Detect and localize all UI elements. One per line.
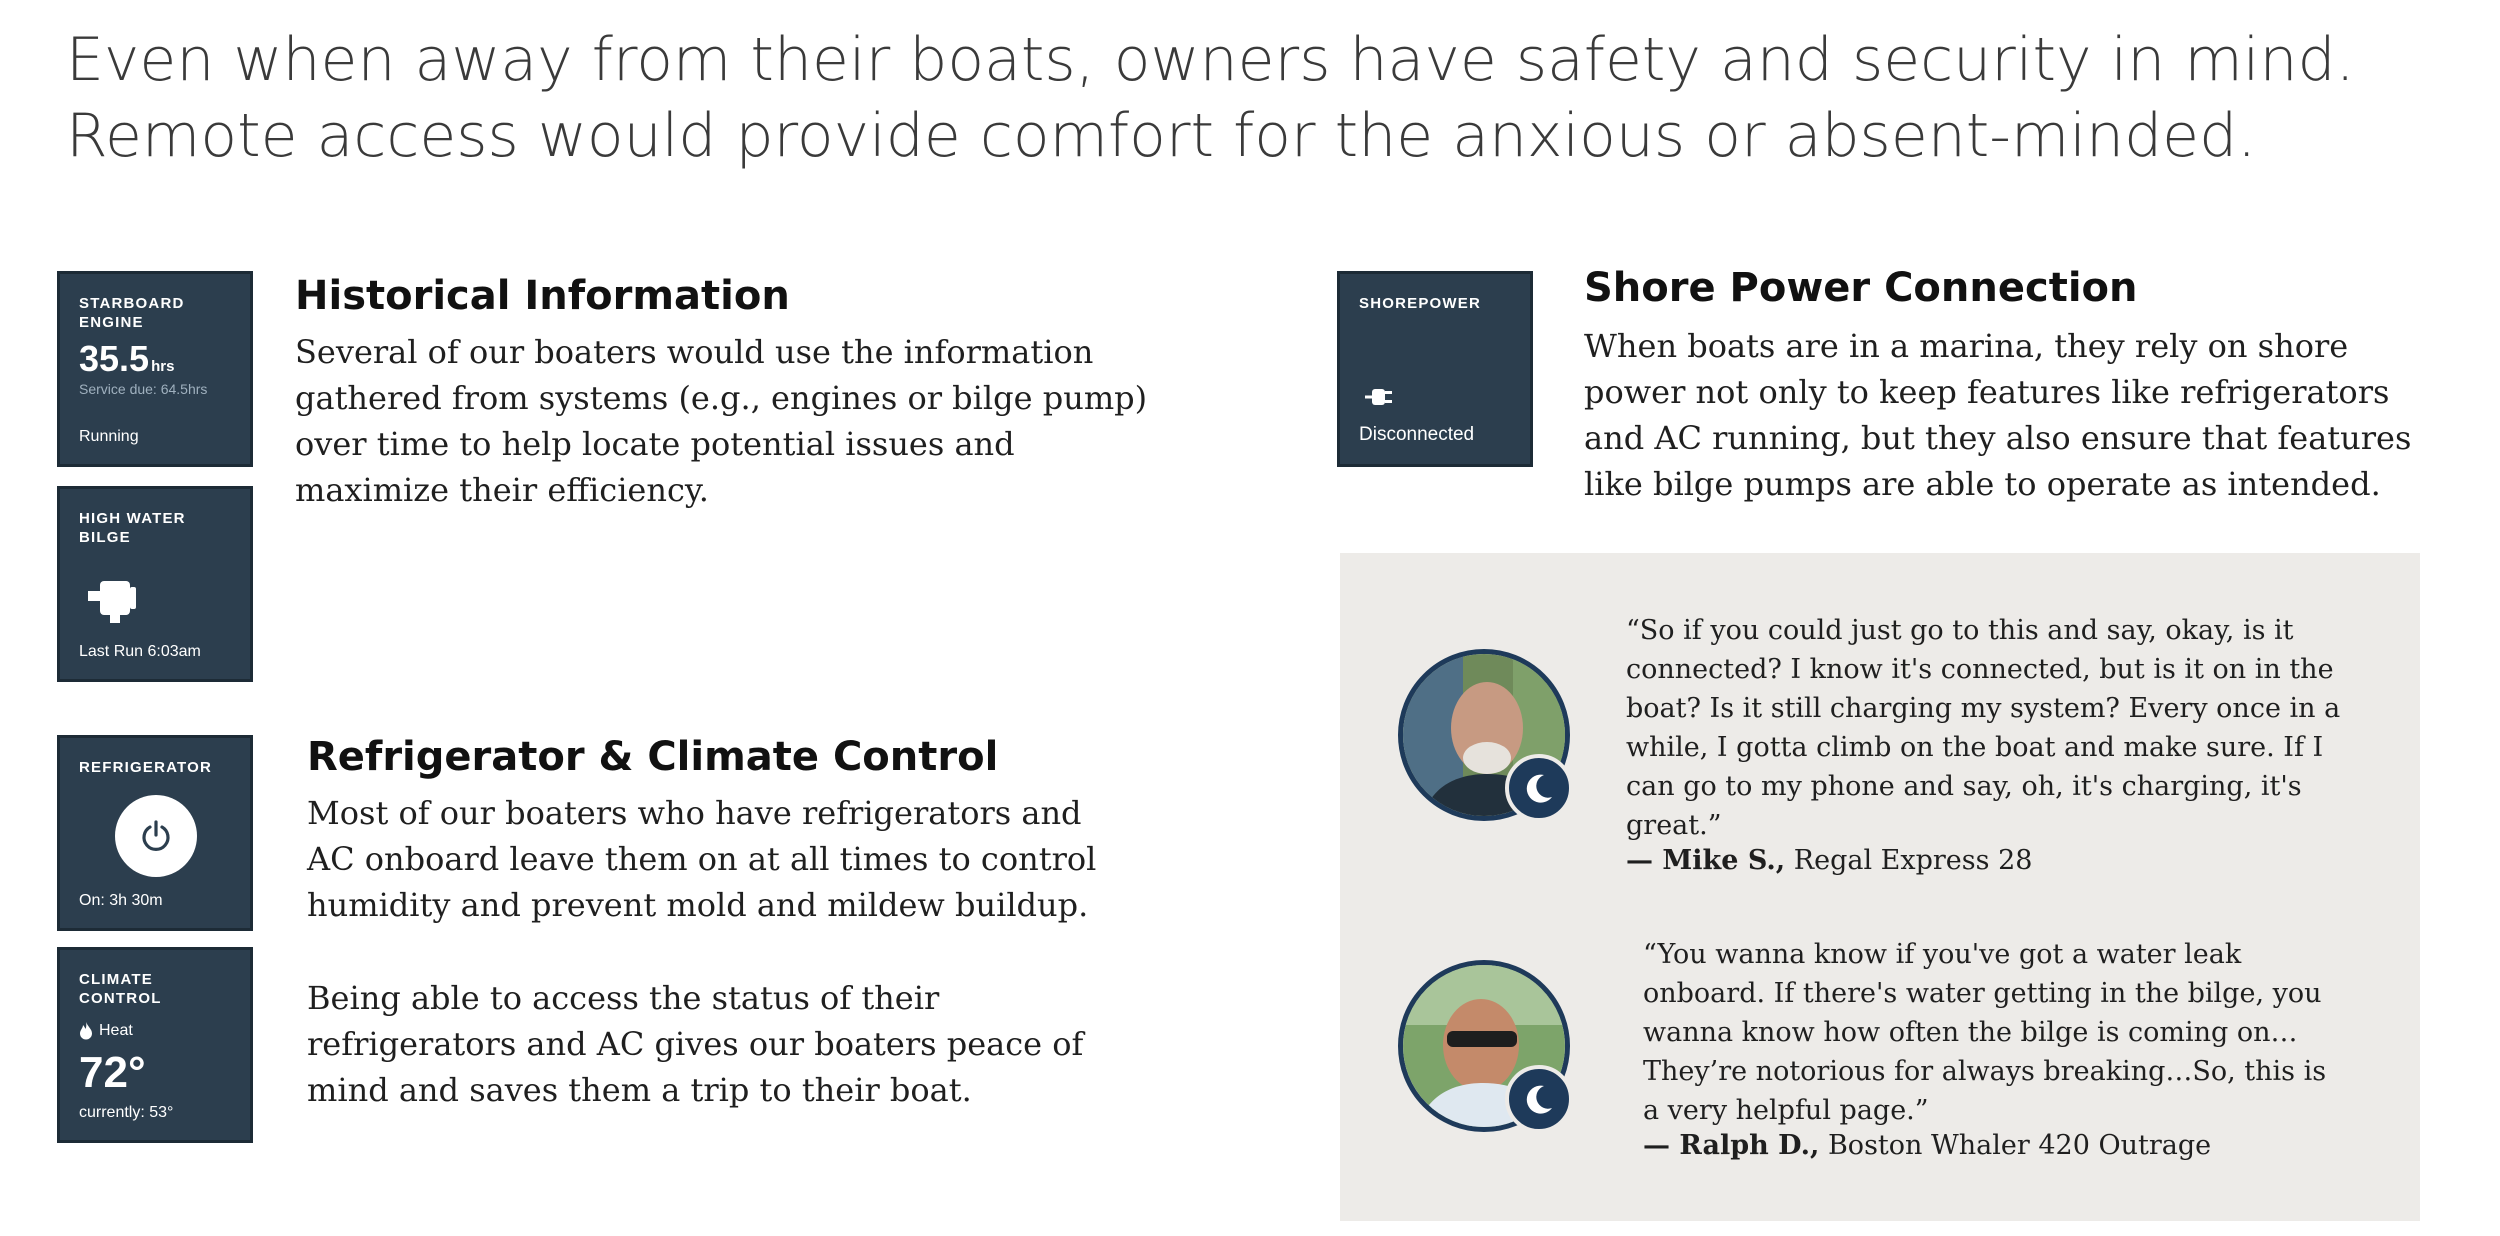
historical-information-body: Several of our boaters would use the information gathered from systems (e.g., engines or bilge pump) over time to help locate potential issues and maximize their efficiency. [295, 333, 1148, 509]
quote-text: “You wanna know if you've got a water leak onboard. If there's water getting in the bilge, you wanna know how often the bilge is coming on… They’re notorious for always breaking…So, this is a very helpful page.” [1643, 939, 2327, 1126]
quote-author: — Mike S., [1626, 845, 1786, 876]
page-headline [66, 22, 2366, 174]
shore-power-body: When boats are in a marina, they rely on shore power not only to keep features like refrigerators and AC running, but they also ensure that features like bilge pumps are able to operate as intended. [1584, 327, 2412, 503]
engine-hours: 35.5 hrs [79, 338, 175, 379]
shore-power-title: Shore Power Connection [1584, 265, 2138, 311]
tile-label: STARBOARD ENGINE [79, 295, 185, 331]
climate-control-tile[interactable] [57, 947, 253, 1143]
tile-label: CLIMATE CONTROL [79, 971, 162, 1007]
avatar [1398, 960, 1570, 1132]
power-icon [139, 819, 173, 853]
tile-label: SHOREPOWER [1359, 295, 1482, 312]
avatar [1398, 649, 1570, 821]
shorepower-tile[interactable] [1337, 271, 1533, 467]
bilge-last-run: Last Run 6:03am [79, 643, 201, 660]
climate-mode: Heat [79, 1022, 133, 1040]
refrigerator-climate-body-2: Being able to access the status of their refrigerators and AC gives our boaters peace of mind and saves them a trip to their boat. [307, 979, 1084, 1109]
high-water-bilge-tile[interactable] [57, 486, 253, 682]
refrigerator-climate-body-1: Most of our boaters who have refrigerators and AC onboard leave them on at all times to control humidity and prevent mold and mildew buildup. [307, 794, 1097, 924]
quote-boat: Regal Express 28 [1793, 845, 2033, 876]
headline-line-1: Even when away from their boats, owners have safety and security in mind. [66, 25, 2355, 95]
quote-attribution [1626, 845, 2032, 876]
quotes-panel [1340, 553, 2420, 1221]
quote-attribution [1643, 1130, 2211, 1161]
pump-icon [84, 577, 140, 623]
service-due-text: Service due: 64.5hrs [79, 381, 208, 397]
moon-badge [1505, 754, 1573, 822]
tile-label: HIGH WATER BILGE [79, 510, 186, 546]
quote-boat: Boston Whaler 420 Outrage [1827, 1130, 2212, 1161]
engine-status: Running [79, 428, 139, 445]
headline-line-2: Remote access would provide comfort for the anxious or absent-minded. [66, 101, 2257, 171]
flame-icon [79, 1022, 93, 1040]
fridge-on-time: On: 3h 30m [79, 892, 163, 909]
historical-information-title: Historical Information [295, 273, 790, 319]
starboard-engine-tile[interactable] [57, 271, 253, 467]
temperature-setpoint: 72° [79, 1048, 146, 1097]
shorepower-status: Disconnected [1359, 424, 1475, 445]
moon-icon [1522, 771, 1556, 805]
quote-author: — Ralph D., [1643, 1130, 1820, 1161]
moon-icon [1522, 1082, 1556, 1116]
moon-badge [1505, 1065, 1573, 1133]
tile-label: REFRIGERATOR [79, 759, 213, 776]
plug-icon [1364, 386, 1394, 408]
current-temperature: currently: 53° [79, 1104, 174, 1121]
power-button[interactable] [115, 795, 197, 877]
quote-text: “So if you could just go to this and say, okay, is it connected? I know it's connected, but is it on in the boat? Is it still charging my system? Every once in a while, I gotta climb on the boat and make sure. If I can go to my phone and say, oh, it's charging, it's great.” [1626, 615, 2341, 841]
refrigerator-climate-title: Refrigerator & Climate Control [307, 734, 999, 780]
refrigerator-tile[interactable] [57, 735, 253, 931]
